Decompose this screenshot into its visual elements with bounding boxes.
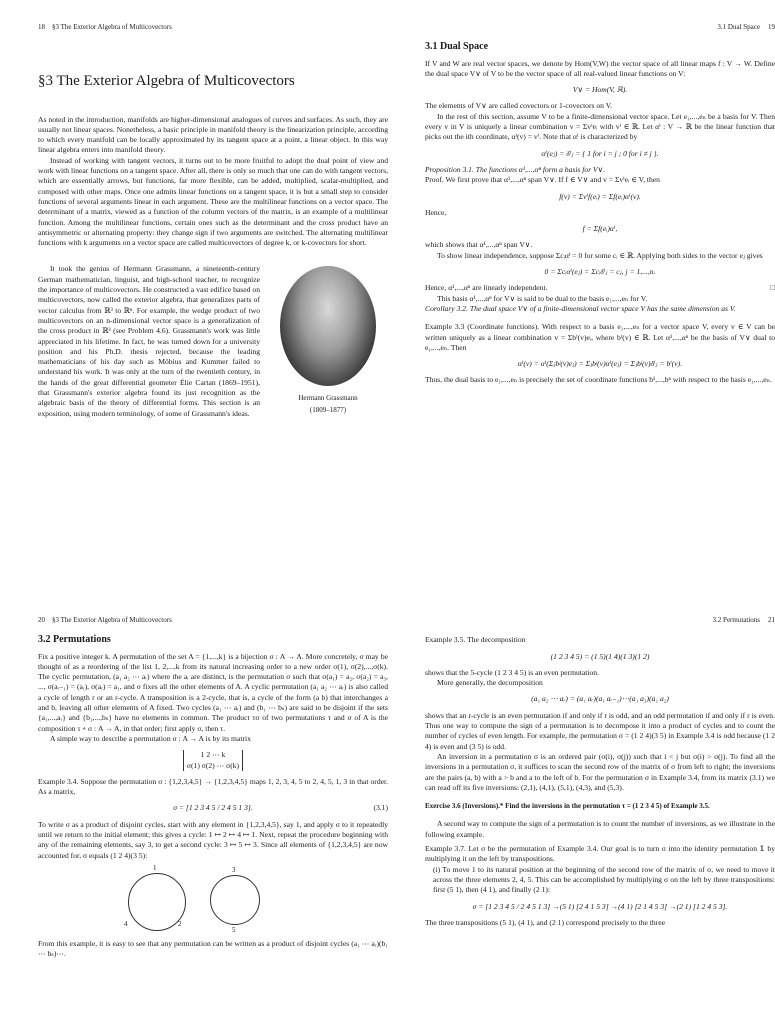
example: Example 3.3 (Coordinate functions). With respect to a basis e₁,...,eₙ for a vector space V, every v ∈ V can be written uniquely as a linear combination v = Σbⁱ(v)eᵢ, where bⁱ(v) ∈ ℝ. Let α¹,...,αⁿ be the basis of V∨ dual to e₁,...,eₙ. Then xyxy=(425,322,775,352)
paragraph: The three transpositions (5 1), (4 1), and (2 1) correspond precisely to the three xyxy=(425,917,665,927)
equation: V∨ = Hom(V, ℝ). xyxy=(572,85,628,95)
proposition: Proposition 3.1. The functions α¹,...,αⁿ form a basis for V∨. xyxy=(425,164,606,174)
cycle-node-4: 4 xyxy=(124,919,128,928)
exercise: Exercise 3.6 (Inversions).* Find the inversions in the permutation τ = (1 2 3 4 5) of Example 3.5. xyxy=(425,802,710,811)
paragraph xyxy=(425,283,775,293)
chapter-title: §3 The Exterior Algebra of Multicovectors xyxy=(38,73,295,90)
page-21 xyxy=(425,615,775,928)
page-20 xyxy=(38,615,388,960)
section-title: 3.1 Dual Space xyxy=(425,41,489,53)
caption-years: (1809–1877) xyxy=(309,406,347,415)
paragraph: Hence, xyxy=(425,207,447,217)
paragraph: shows that the 5-cycle (1 2 3 4 5) is an even permutation. xyxy=(425,667,599,677)
equation: αⁱ(eⱼ) = δⁱⱼ = { 1 for i = j ; 0 for i ≠ j }. xyxy=(541,148,659,158)
page-number: 19 xyxy=(768,23,775,31)
equation: (1 2 3 4 5) = (1 5)(1 4)(1 3)(1 2) xyxy=(550,651,650,661)
paragraph: This basis α¹,...,αⁿ for V∨ is said to be dual to the basis e₁,...,eₙ for V. xyxy=(437,293,648,303)
page-number: 20 xyxy=(38,616,45,624)
paragraph: Fix a positive integer k. A permutation of the set A = {1,...,k} is a bijection σ : A → A. More concretely, σ may be thought of as a reordering of the list 1, 2,...,k from its natural increasing order to a new order σ(1), σ(2),...,σ(k). The cyclic permutation, (a₁ a₂ ⋯ aᵣ) where the aᵢ are distinct, is the permutation σ such that σ(a₁) = a₂, σ(a₂) = a₃, ..., σ(aᵣ₋₁) = (aᵣ), σ(aᵣ) = a₁, and σ fixes all the other elements of A. A cyclic permutation (a₁ a₂ ⋯ aᵣ) is also called a cycle of length r or an r-cycle. A transposition is a 2-cycle, that is, a cycle of the form (a b) that interchanges a and b, leaving all other elements of A fixed. Two cycles (a₁ ⋯ aᵣ) and (b₁ ⋯ bₛ) are said to be disjoint if the sets {a₁,...,aᵣ} and {b₁,...,bₛ} have no elements in common. The product τσ of two permutations τ and σ of A is the composition τ ∘ σ : A → A, in that order; first apply σ, then τ. xyxy=(38,651,388,733)
paragraph: Thus, the dual basis to e₁,...,eₙ is precisely the set of coordinate functions b¹,...,bⁿ with respect to the basis e₁,...,eₙ. xyxy=(425,375,772,385)
cycle-node-2: 2 xyxy=(178,919,182,928)
paragraph: To write σ as a product of disjoint cycles, start with any element in {1,2,3,4,5}, say 1, and apply σ to it repeatedly until we return to the initial element; this gives a cycle: 1 ↦ 2 ↦ 4 ↦ 1. Next, repeat the procedure beginning with any of the remaining elements, say 3, to get a second cycle: 3 ↦ 5 ↦ 3. Since all elements of {1,2,3,4,5} are now accounted for, σ equals (1 2 4)(3 5): xyxy=(38,819,388,860)
page-19 xyxy=(425,22,775,386)
grassmann-portrait xyxy=(280,266,376,386)
cycle-circle-35 xyxy=(210,875,260,925)
page-number: 18 xyxy=(38,23,45,31)
running-title: 3.2 Permutations xyxy=(712,616,760,624)
equation: σ = [1 2 3 4 5 / 2 4 5 1 3] →(5 1) [2 4 1 5 3] →(4 1) [2 1 4 5 3] →(2 1) [1 2 4 5 3]. xyxy=(472,901,728,911)
paragraph: As noted in the introduction, manifolds are higher-dimensional analogues of curves and surfaces. As such, they are usually not linear spaces. Nonetheless, a basic principle in manifold theory is the linearization principle, according to which every manifold can be locally approximated by its tangent space at a point, a linear object. In this way linear algebra enters into manifold theory. xyxy=(38,114,388,155)
permutation-matrix xyxy=(38,750,388,771)
page-18 xyxy=(38,22,388,419)
page-number: 21 xyxy=(768,616,775,624)
qed-symbol: □ xyxy=(770,283,775,293)
equation xyxy=(38,803,388,813)
paragraph: It took the genius of Hermann Grassmann, a nineteenth-century German mathematician, linguist, and high-school teacher, to recognize the importance of multicovectors. He constructed a vast edifice based on multicovectors, now called the exterior algebra, that generalizes parts of vector calculus from ℝ³ to ℝⁿ. For example, the wedge product of two multicovectors on an n-dimensional vector space is a generalization of the cross product in ℝ³ (see Problem 4.6). Grassmann's work was little appreciated in his lifetime. In fact, he was turned down for a university position and his Ph.D. thesis rejected, because the leading mathematicians of his day such as Möbius and Kummer failed to understand his work. It was only at the turn of the twentieth century, in the hands of the great differential geometer Élie Cartan (1869–1951), that Grassmann's exterior algebra found its just recognition as the algebraic basis of the theory of differential forms. This section is an exposition, using modern terminology, of some of Grassmann's ideas. xyxy=(38,264,260,418)
paragraph: The elements of V∨ are called covectors or 1-covectors on V. xyxy=(425,101,613,111)
equation-number: (3.1) xyxy=(373,803,388,813)
matrix-top-row: 1 2 ⋯ k xyxy=(200,750,226,760)
equation: (a₁ a₂ ⋯ aᵣ) = (a₁ aᵣ)(a₁ aᵣ₋₁)⋯(a₁ a₃)(a₁ a₂) xyxy=(531,694,669,704)
paragraph: To show linear independence, suppose Σcᵢαⁱ = 0 for some cᵢ ∈ ℝ. Applying both sides to the vector eⱼ gives xyxy=(437,250,763,260)
equation: f = Σf(eᵢ)αⁱ, xyxy=(582,224,618,234)
running-head xyxy=(38,615,388,625)
example: Example 3.4. Suppose the permutation σ : {1,2,3,4,5} → {1,2,3,4,5} maps 1, 2, 3, 4, 5 to 2, 4, 5, 1, 3 in that order. As a matrix, xyxy=(38,776,388,797)
paragraph: If V and W are real vector spaces, we denote by Hom(V,W) the vector space of all linear maps f : V → W. Define the dual space V∨ of V to be the vector space of all real-valued linear functions on V: xyxy=(425,58,775,78)
cycle-node-3: 3 xyxy=(232,865,236,874)
paragraph: which shows that α¹,...,αⁿ span V∨. xyxy=(425,240,533,250)
caption-name: Hermann Grassmann xyxy=(298,394,358,403)
portrait-figure xyxy=(268,266,388,416)
cycle-diagram xyxy=(38,865,388,935)
paragraph: A second way to compute the sign of a permutation is to count the number of inversions, as we illustrate in the following example. xyxy=(425,819,775,839)
paragraph: From this example, it is easy to see that any permutation can be written as a product of disjoint cycles (a₁ ⋯ aᵣ)(b₁ ⋯ bₛ)⋯. xyxy=(38,938,388,959)
running-head xyxy=(425,615,775,625)
paragraph: More generally, the decomposition xyxy=(437,678,543,688)
section-title: 3.2 Permutations xyxy=(38,634,111,646)
paragraph: A simple way to describe a permutation σ : A → A is by its matrix xyxy=(50,733,251,743)
list-item: (i) To move 1 to its natural position at the beginning of the second row of the matrix of σ, we need to move it across the three elements 2, 4, 5. This can be accomplished by multiplying σ on the left by three transpositions: first (5 1), then (4 1), and finally (2 1): xyxy=(433,864,775,895)
running-title: 3.1 Dual Space xyxy=(717,23,760,31)
equation: 0 = Σcᵢαⁱ(eⱼ) = Σcᵢδⁱⱼ = cⱼ, j = 1,...,n. xyxy=(544,267,656,277)
paragraph-text: Hence, α¹,...,αⁿ are linearly independent. xyxy=(425,283,548,293)
example: Example 3.7. Let σ be the permutation of Example 3.4. Our goal is to turn σ into the identity permutation 𝟙 by multiplying it on the left by transpositions. xyxy=(425,844,775,864)
paragraph: An inversion in a permutation σ is an ordered pair (σ(i), σ(j)) such that i < j but σ(i) > σ(j). To find all the inversions in a permutation σ, it suffices to scan the second row of the matrix of σ from left to right; the inversions are the pairs (a, b) with a > b and a to the left of b. For the permutation σ in Example 3.4, from its matrix (3.1) we can read off its five inversions: (2,1), (4,1), (5,1), (4,3), and (5,3). xyxy=(425,751,775,792)
equation: f(v) = Σvⁱf(eᵢ) = Σf(eᵢ)αⁱ(v). xyxy=(559,191,641,201)
equation-sigma: σ = [1 2 3 4 5 / 2 4 5 1 3]. xyxy=(173,803,253,813)
paragraph: In the rest of this section, assume V to be a finite-dimensional vector space. Let e₁,...,eₙ be a basis for V. Then every v in V is uniquely a linear combination v = Σvⁱeᵢ with vⁱ ∈ ℝ. Let αⁱ : V → ℝ be the linear function that picks out the ith coordinate, αⁱ(v) = vⁱ. Note that αⁱ is characterized by xyxy=(425,111,775,142)
proof: Proof. We first prove that α¹,...,αⁿ span V∨. If f ∈ V∨ and v = Σvⁱeᵢ ∈ V, then xyxy=(425,175,660,185)
paragraph: Instead of working with tangent vectors, it turns out to be more fruitful to adopt the dual point of view and work with linear functions on a tangent space. After all, there is only so much that one can do with tangent vectors, which are essentially arrows, but functions, far more flexible, can be added, multiplied, scalar-multiplied, and composed with other maps. Once one admits linear functions on a tangent space, it is but a small step to consider functions of several arguments linear in each argument. These are the multilinear functions on a vector space. The determinant of a matrix, viewed as a function of the column vectors of the matrix, is an example of a multilinear function. Among the multilinear functions, certain ones such as the determinant and the cross product have an antisymmetric or alternating property: they change sign if two arguments are switched. The alternating multilinear functions with k arguments on a vector space are called multicovectors of degree k, or k-covectors for short. xyxy=(38,155,388,248)
running-title: §3 The Exterior Algebra of Multicovectors xyxy=(52,23,172,31)
cycle-node-1: 1 xyxy=(153,863,157,872)
corollary: Corollary 3.2. The dual space V∨ of a finite-dimensional vector space V has the same dimension as V. xyxy=(425,303,736,313)
example: Example 3.5. The decomposition xyxy=(425,635,526,645)
cycle-node-5: 5 xyxy=(232,925,236,934)
running-head xyxy=(38,22,388,32)
running-title: §3 The Exterior Algebra of Multicovectors xyxy=(52,616,172,624)
paragraph: shows that an r-cycle is an even permutation if and only if r is odd, and an odd permutation if and only if r is even. Thus one way to compute the sign of a permutation is to decompose it into a product of cycles and to count the number of cycles of even length. For example, the permutation σ = (1 2 4)(3 5) in Example 3.4 is odd because (1 2 4) is even and (3 5) is odd. xyxy=(425,710,775,751)
matrix-bottom-row: σ(1) σ(2) ⋯ σ(k) xyxy=(186,760,240,770)
running-head xyxy=(425,22,775,32)
equation: αⁱ(v) = αⁱ(Σⱼbʲ(v)eⱼ) = Σⱼbʲ(v)αⁱ(eⱼ) = Σⱼbʲ(v)δⁱⱼ = bⁱ(v). xyxy=(517,359,683,369)
